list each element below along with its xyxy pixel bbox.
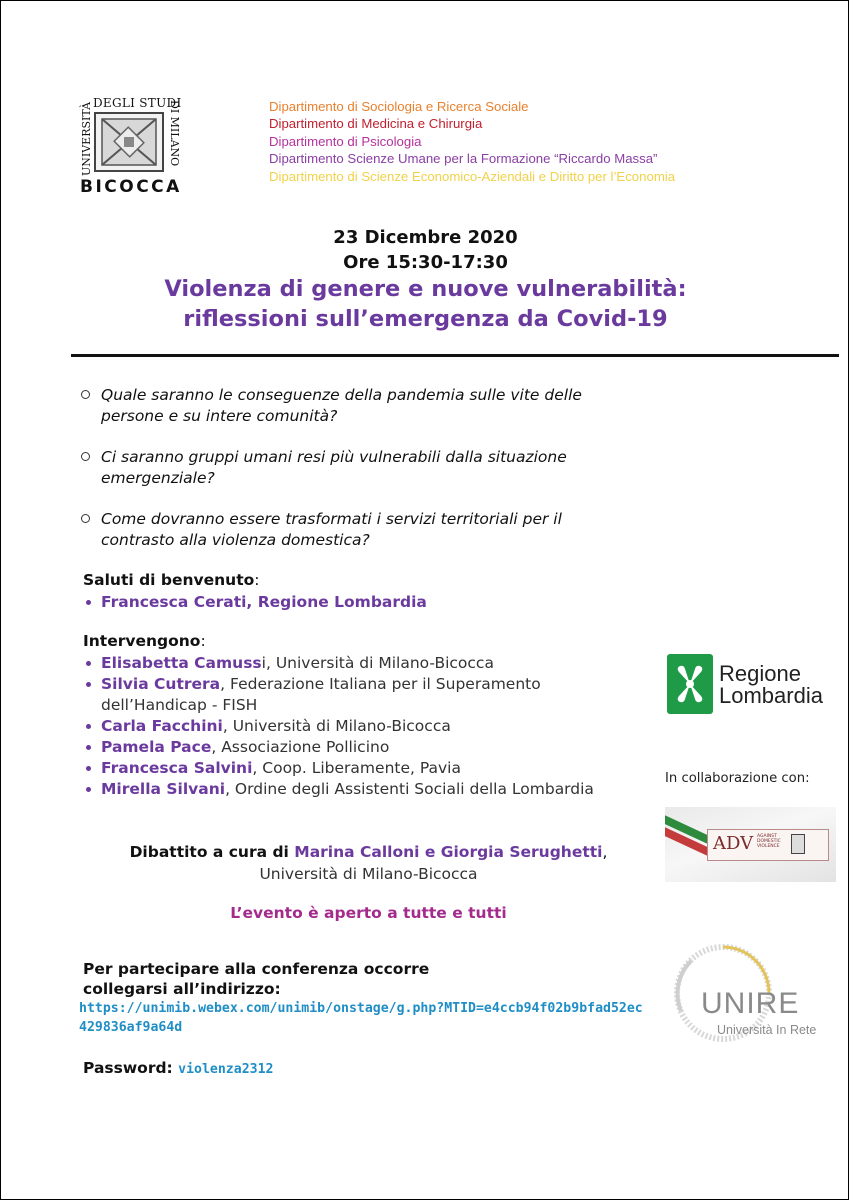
open-event-note: L’evento è aperto a tutte e tutti <box>230 904 507 922</box>
questions-list <box>81 385 661 571</box>
question-item <box>81 509 661 551</box>
speakers-list <box>83 653 663 800</box>
logo-emblem-icon <box>94 112 164 172</box>
debate-line1 <box>1 841 736 863</box>
unire-logo <box>665 941 837 1051</box>
bullet-icon <box>86 682 91 687</box>
list-item <box>83 758 663 779</box>
moderator-names: Marina Calloni e Giorgia Serughetti <box>294 843 603 861</box>
regione-text-line2: Lombardia <box>719 683 823 708</box>
speaker-affiliation: dell’Handicap - FISH <box>101 696 258 714</box>
department-item: Dipartimento Scienze Umane per la Formazione “Riccardo Massa” <box>269 151 658 167</box>
debate-affiliation: Università di Milano-Bicocca <box>259 865 478 883</box>
adv-subtitle: AGAINST DOMESTIC VIOLENCE <box>757 834 781 849</box>
regione-lombardia-logo <box>665 653 835 715</box>
question-text: persone e su intere comunità? <box>101 407 338 425</box>
event-title <box>1 274 849 334</box>
speakers-heading <box>83 632 206 650</box>
adv-label: ADV <box>713 833 754 854</box>
regione-text-line1: Regione <box>719 661 801 686</box>
bullet-icon <box>86 724 91 729</box>
speaker-name: Silvia Cutrera <box>101 675 221 693</box>
circle-bullet-icon <box>81 514 90 523</box>
debate-lead: Dibattito a cura di <box>129 843 295 861</box>
bullet-icon <box>86 745 91 750</box>
speaker-affiliation: , Università di Milano-Bicocca <box>222 717 451 735</box>
welcome-heading <box>83 571 260 589</box>
speaker-affiliation: , Associazione Pollicino <box>211 738 390 756</box>
question-item <box>81 385 661 427</box>
svg-text:UNIVERSITÀ: UNIVERSITÀ <box>80 101 93 176</box>
question-text: Come dovranno essere trasformati i servizi territoriali per il <box>101 510 562 528</box>
welcome-heading-text: Saluti di benvenuto <box>83 571 255 589</box>
circle-bullet-icon <box>81 390 90 399</box>
password-label: Password: <box>83 1059 179 1077</box>
adv-logo <box>665 807 836 882</box>
webex-link[interactable]: https://unimib.webex.com/unimib/onstage/g.php?MTID=e4ccb94f02b9bfad52ec429836af9a64d <box>79 1001 643 1035</box>
join-line2: collegarsi all’indirizzo: <box>83 980 281 998</box>
list-item <box>83 674 663 716</box>
logo-left-vertical-text <box>79 98 93 178</box>
speaker-name: Carla Facchini <box>101 717 223 735</box>
password-value: violenza2312 <box>178 1062 274 1077</box>
welcome-speaker: Francesca Cerati, Regione Lombardia <box>101 593 427 611</box>
bullet-icon <box>86 787 91 792</box>
bullet-icon <box>86 766 91 771</box>
speakers-heading-text: Intervengono <box>83 632 201 650</box>
divider <box>71 354 839 357</box>
question-text: Quale saranno le conseguenze della pandemia sulle vite delle <box>101 386 582 404</box>
collaboration-label: In collaborazione con: <box>665 771 810 786</box>
question-item <box>81 447 661 489</box>
event-title-line1: Violenza di genere e nuove vulnerabilità: <box>164 276 687 302</box>
debate-moderators <box>1 841 736 885</box>
speaker-name: Francesca Salvini <box>101 759 253 777</box>
list-item <box>83 737 663 758</box>
speaker-affiliation: , Coop. Liberamente, Pavia <box>252 759 461 777</box>
welcome-list <box>83 592 427 613</box>
question-text: contrasto alla violenza domestica? <box>101 531 370 549</box>
speaker-name: Pamela Pace <box>101 738 212 756</box>
event-date: 23 Dicembre 2020 <box>333 227 518 248</box>
unire-subtitle: Università In Rete <box>717 1023 817 1037</box>
adv-seal-icon <box>791 834 805 854</box>
svg-text:DI MILANO: DI MILANO <box>168 100 181 167</box>
question-text: emergenziale? <box>101 469 215 487</box>
list-item <box>83 779 663 800</box>
speakers-heading-colon: : <box>200 632 206 650</box>
join-instructions <box>83 959 643 999</box>
welcome-heading-colon: : <box>254 571 260 589</box>
logo-right-vertical-text <box>168 98 182 178</box>
department-item: Dipartimento di Sociologia e Ricerca Sociale <box>269 99 529 114</box>
department-item: Dipartimento di Psicologia <box>269 133 422 149</box>
bullet-icon <box>86 661 91 666</box>
unire-wordmark: UNIRE <box>701 987 800 1020</box>
speaker-name: Mirella Silvani <box>101 780 226 798</box>
circle-bullet-icon <box>81 452 90 461</box>
event-time: Ore 15:30-17:30 <box>343 252 508 273</box>
list-item <box>83 592 427 613</box>
regione-lombardia-mark-icon <box>667 654 713 714</box>
event-title-line2: riflessioni sull’emergenza da Covid-19 <box>183 306 668 332</box>
list-item <box>83 653 663 674</box>
speaker-affiliation: , Federazione Italiana per il Superamento <box>220 675 541 693</box>
logo-name: BICOCCA <box>80 177 182 197</box>
logo-top-text: DEGLI STUDI <box>93 96 182 110</box>
department-item: Dipartimento di Scienze Economico-Aziendali e Diritto per l’Economia <box>269 168 676 184</box>
debate-comma: , <box>602 843 608 861</box>
bullet-icon <box>86 600 91 605</box>
password-line <box>83 1059 273 1077</box>
speaker-name: Elisabetta Camuss <box>101 654 262 672</box>
join-line1: Per partecipare alla conferenza occorre <box>83 960 430 978</box>
departments-list <box>269 98 675 185</box>
speaker-affiliation: i, Università di Milano-Bicocca <box>261 654 494 672</box>
question-text: Ci saranno gruppi umani resi più vulnerabili dalla situazione <box>101 448 567 466</box>
list-item <box>83 716 663 737</box>
university-logo <box>79 96 185 204</box>
department-item: Dipartimento di Medicina e Chirurgia <box>269 116 483 132</box>
speaker-affiliation: , Ordine degli Assistenti Sociali della Lombardia <box>225 780 594 798</box>
